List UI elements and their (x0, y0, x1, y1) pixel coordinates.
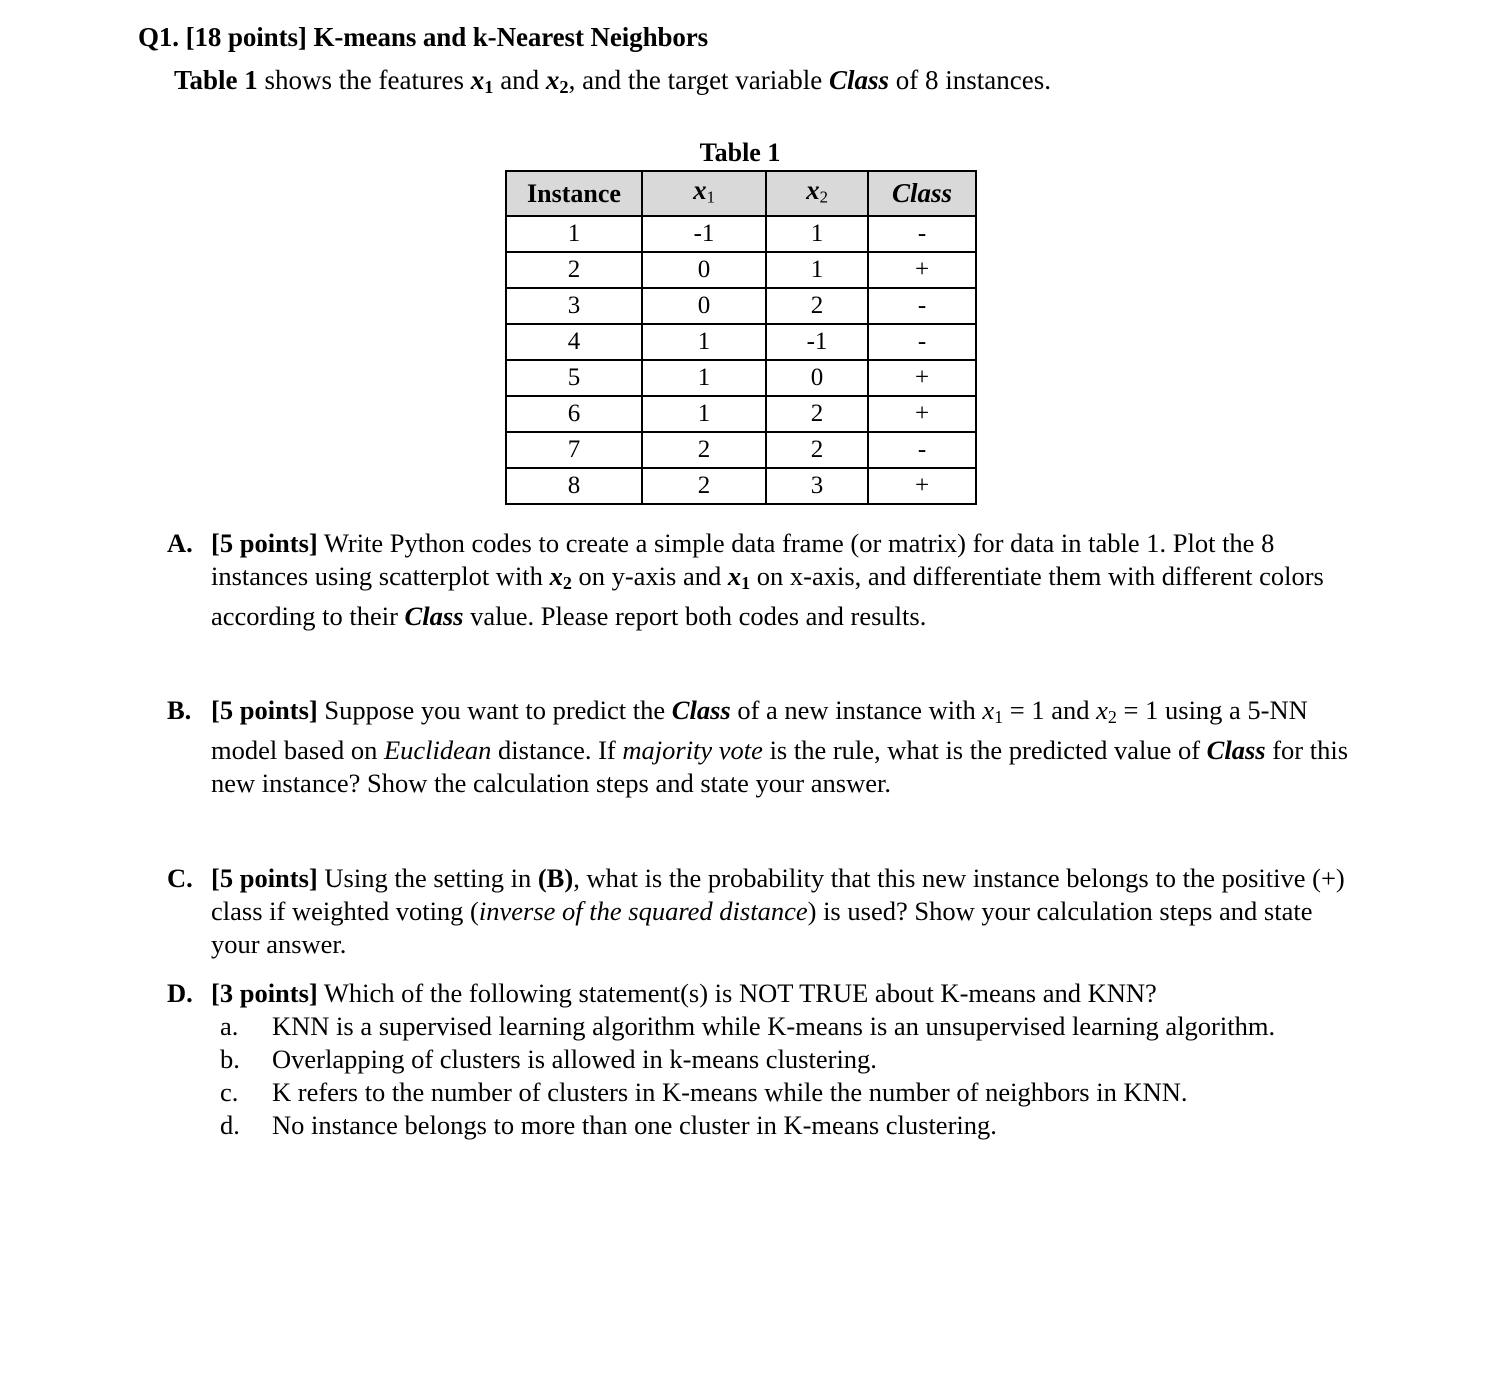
cell-x1: -1 (642, 216, 766, 252)
cell-class: - (868, 432, 976, 468)
question-b-text-4: using a 5-NN model based on (211, 695, 1308, 765)
question-number: Q1. (138, 22, 179, 52)
cell-x2: 2 (766, 396, 868, 432)
table-row (506, 252, 976, 288)
question-d-marker: D. (167, 978, 193, 1008)
table-row (506, 468, 976, 504)
cell-x2: 0 (766, 360, 868, 396)
intro-variable-x1: $x_1$ (470, 65, 494, 98)
question-a (167, 527, 1347, 633)
cell-x2: 2 (766, 288, 868, 324)
question-points: [18 points] (185, 22, 307, 52)
question-a-variable-x2: $x_2$ (549, 561, 572, 593)
question-b-body (211, 694, 1352, 800)
instances-table (505, 170, 977, 505)
cell-x1: 0 (642, 288, 766, 324)
cell-x1: 1 (642, 396, 766, 432)
question-a-text-2: on y-axis and (571, 561, 728, 591)
question-b-variable-x1: $x_1$ (982, 695, 1004, 727)
question-c-points: [5 points] (211, 863, 318, 893)
cell-instance: 2 (506, 252, 642, 288)
option-a-marker: a. (220, 1011, 239, 1041)
intro-text-2: and (493, 65, 546, 95)
intro-text-3: , and the target variable (568, 65, 829, 95)
question-b (167, 694, 1352, 800)
question-d-options (220, 1010, 1340, 1142)
question-a-text-3: on x-axis, and differentiate them with different colors according to their (211, 561, 1324, 631)
question-a-class-token: Class (404, 600, 464, 631)
question-b-text-6: is the rule, what is the predicted value of (762, 734, 1207, 765)
cell-class: - (868, 324, 976, 360)
table-row (506, 324, 976, 360)
question-a-body (211, 527, 1347, 633)
option-d[interactable] (220, 1109, 1340, 1142)
cell-instance: 7 (506, 432, 642, 468)
cell-x2: 1 (766, 252, 868, 288)
cell-instance: 3 (506, 288, 642, 324)
question-b-eq-1: = 1 (1003, 695, 1045, 725)
intro-text-4: of 8 instances. (889, 65, 1051, 95)
option-a[interactable] (220, 1010, 1340, 1043)
question-d-body (211, 977, 1347, 1010)
cell-x1: 2 (642, 468, 766, 504)
cell-instance: 1 (506, 216, 642, 252)
column-header-instance: Instance (506, 171, 642, 216)
question-b-marker: B. (167, 695, 192, 725)
table-row (506, 432, 976, 468)
option-d-marker: d. (220, 1110, 240, 1140)
table-row (506, 288, 976, 324)
column-header-class: Class (868, 171, 976, 216)
cell-class: - (868, 216, 976, 252)
cell-class: - (868, 288, 976, 324)
question-d-points: [3 points] (211, 978, 318, 1008)
question-b-eq-2: = 1 (1116, 695, 1159, 725)
column-header-x1: $x_1$ (642, 171, 766, 216)
cell-x2: 2 (766, 432, 868, 468)
question-a-points: [5 points] (211, 528, 318, 558)
cell-x2: 1 (766, 216, 868, 252)
option-b-marker: b. (220, 1044, 240, 1074)
question-b-class-token-2: Class (1206, 734, 1266, 765)
intro-table-ref: Table 1 (174, 65, 258, 95)
intro-class-token: Class (829, 65, 890, 95)
question-a-marker: A. (167, 528, 193, 558)
option-b[interactable] (220, 1043, 1340, 1076)
option-d-text: No instance belongs to more than one cluster in K-means clustering. (272, 1110, 997, 1140)
cell-class: + (868, 252, 976, 288)
question-c-ref-b: (B) (537, 863, 574, 893)
question-topic: K-means and k-Nearest Neighbors (313, 22, 709, 52)
cell-class: + (868, 468, 976, 504)
intro-text-1: shows the features (257, 65, 471, 95)
question-b-points: [5 points] (211, 695, 318, 725)
question-a-variable-x1: $x_1$ (727, 561, 751, 593)
intro-variable-x2: $x_2$ (545, 65, 569, 98)
cell-instance: 4 (506, 324, 642, 360)
question-c-text-2: , what is the probability that this new instance belongs to the positive (+) class if weighted voting ( (211, 863, 1345, 926)
cell-x2: 3 (766, 468, 868, 504)
question-b-text-5: distance. If (491, 734, 623, 765)
cell-class: + (868, 396, 976, 432)
option-a-text: KNN is a supervised learning algorithm while K-means is an unsupervised learning algorithm. (272, 1011, 1276, 1041)
option-c[interactable] (220, 1076, 1340, 1109)
question-c (167, 862, 1347, 961)
cell-x1: 2 (642, 432, 766, 468)
question-c-marker: C. (167, 863, 193, 893)
question-a-text-1: Write Python codes to create a simple data frame (or matrix) for data in table 1. Plot the 8 instances using scatterplot with (211, 528, 1275, 591)
question-b-variable-x2: $x_2$ (1096, 695, 1117, 727)
question-d (167, 977, 1347, 1010)
question-b-euclidean: Euclidean (383, 734, 492, 765)
question-b-class-token-1: Class (671, 695, 731, 725)
question-b-text-7: for this new instance? Show the calculation steps and state your answer. (211, 734, 1349, 798)
cell-instance: 8 (506, 468, 642, 504)
cell-x2: -1 (766, 324, 868, 360)
option-c-text: K refers to the number of clusters in K-means while the number of neighbors in KNN. (272, 1077, 1188, 1107)
page-title (138, 22, 708, 53)
cell-instance: 6 (506, 396, 642, 432)
cell-instance: 5 (506, 360, 642, 396)
question-c-body (211, 862, 1347, 961)
table-caption: Table 1 (699, 138, 781, 167)
question-a-text-4: value. Please report both codes and results. (463, 600, 927, 631)
table-row (506, 360, 976, 396)
question-c-text-3: ) is used? Show your calculation steps and state your answer. (211, 896, 1313, 959)
cell-x1: 1 (642, 324, 766, 360)
option-b-text: Overlapping of clusters is allowed in k-means clustering. (272, 1044, 877, 1074)
question-b-text-1: Suppose you want to predict the (317, 695, 672, 725)
cell-x1: 1 (642, 360, 766, 396)
question-c-text-1: Using the setting in (317, 863, 538, 893)
table-header-row (506, 171, 976, 216)
question-b-majority-vote: majority vote (622, 734, 763, 765)
table-row (506, 216, 976, 252)
table-row (506, 396, 976, 432)
cell-x1: 0 (642, 252, 766, 288)
column-header-x2: $x_2$ (766, 171, 868, 216)
question-c-inverse-squared-distance: inverse of the squared distance (478, 896, 808, 926)
question-b-text-3: and (1044, 695, 1097, 725)
option-c-marker: c. (220, 1077, 239, 1107)
question-d-text-1: Which of the following statement(s) is NOT TRUE about K-means and KNN? (317, 978, 1157, 1008)
question-b-text-2: of a new instance with (730, 695, 983, 725)
intro-sentence (174, 65, 1051, 98)
cell-class: + (868, 360, 976, 396)
